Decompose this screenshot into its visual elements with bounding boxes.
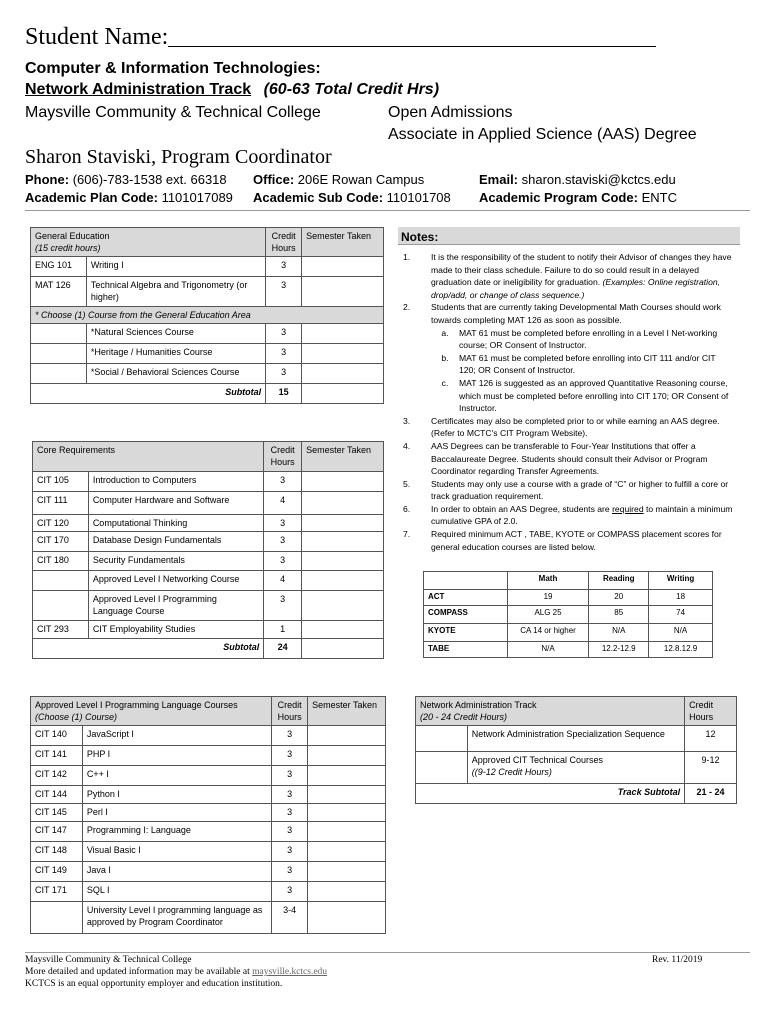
course-name: Computational Thinking [88,515,263,532]
course-code [31,344,87,364]
program-title: Computer & Information Technologies: [25,60,321,77]
note-text: AAS Degrees can be transferable to Four-Year Institutions that offer a Baccalaureate Degree. Students should consult their Advisor or Program Coordinator regarding Transfer Agreements. [431,440,708,477]
gen-ed-title: General Education [35,231,110,241]
subtotal-row [31,384,384,404]
table-row [424,590,713,606]
placement-header-blank [424,572,508,590]
note-subitem-text: MAT 126 is suggested as an approved Quantitative Reasoning course, which must be completed before enrolling into CIT 170; OR Consent of Instructor. [459,377,729,414]
note-item [403,478,733,503]
student-name-label: Student Name: [25,24,169,50]
email-label: Email: [479,172,519,187]
notes-header-bar [398,227,740,245]
course-name: *Social / Behavioral Sciences Course [86,364,265,384]
program-code-label: Academic Program Code: [479,190,638,205]
note-number: 1. [403,252,411,262]
table-row [416,752,737,784]
course-note: ((9-12 Credit Hours) [471,767,552,778]
programming-subtitle: (Choose (1) Course) [35,712,118,723]
writing-score: 74 [649,606,713,624]
note-text: Required minimum ACT , TABE, KYOTE or COMPASS placement scores for general education courses are listed below. [431,529,722,552]
course-hours: 3 [272,766,308,786]
course-hours: 3 [266,257,302,277]
table-row [31,902,386,934]
course-code: CIT 144 [31,786,83,804]
track-title [25,81,439,99]
network-track-title-cell [416,697,685,726]
course-code: CIT 171 [31,882,83,902]
course-hours: 3 [264,472,302,492]
course-hours: 1 [264,621,302,639]
note-subitem-letter: b. [441,352,449,363]
note-number: 5. [403,478,411,489]
total-credit-hours: (60-63 Total Credit Hrs) [263,81,440,98]
math-score: ALG 25 [507,606,589,624]
course-hours: 3 [264,532,302,552]
course-name: Technical Algebra and Trigonometry (or higher) [86,277,265,307]
course-hours: 3 [266,364,302,384]
subtotal-label: Track Subtotal [416,784,685,804]
note-number: 4. [403,440,411,451]
table-row [424,606,713,624]
core-title: Core Requirements [33,442,264,472]
note-number: 2. [403,302,411,313]
table-row [33,515,384,532]
reading-score: 12.2-12.9 [589,642,649,658]
subtotal-row [416,784,737,804]
semester-taken-cell[interactable] [302,472,384,492]
core-header [33,442,384,472]
gen-ed-subtitle: (15 credit hours) [35,243,101,254]
course-name: Python I [82,786,271,804]
programming-title: Approved Level I Programming Language Courses [35,700,238,710]
test-name: TABE [424,642,508,658]
semester-taken-cell[interactable] [302,324,384,344]
course-hours: 3 [272,726,308,746]
network-track-title: Network Administration Track [420,700,537,710]
core-table [32,441,384,659]
course-hours: 3 [266,324,302,344]
student-name-line[interactable] [168,46,656,47]
note-subitem-text: MAT 61 must be completed before enrolling in a Level I Net-working course; OR Consent of Instructor. [459,327,718,351]
course-hours: 3 [264,515,302,532]
course-name: C++ I [82,766,271,786]
semester-taken-cell[interactable] [308,882,386,902]
course-name: Approved Level I Programming Language Course [88,591,263,621]
course-name: *Natural Sciences Course [86,324,265,344]
subtotal-value: 15 [266,384,302,404]
course-name: Computer Hardware and Software [88,492,263,515]
semester-taken-cell[interactable] [308,822,386,842]
course-name: Programming I: Language [82,822,271,842]
program-code-line [479,190,677,205]
course-name-cell [467,752,684,784]
notes-title: Notes: [401,230,439,244]
course-code: CIT 180 [33,552,89,571]
test-name: KYOTE [424,624,508,642]
course-code [33,591,89,621]
course-code [416,752,468,784]
sub-code-line [253,190,451,205]
placement-header-reading: Reading [589,572,649,590]
course-hours: 4 [264,571,302,591]
core-semester-header: Semester Taken [302,442,384,472]
course-code [31,902,83,934]
degree-type: Associate in Applied Science (AAS) Degree [388,126,697,143]
course-name: JavaScript I [82,726,271,746]
semester-taken-cell[interactable] [308,766,386,786]
course-hours: 3 [272,862,308,882]
footer-more-info [25,967,327,977]
semester-taken-cell[interactable] [302,492,384,515]
course-code: CIT 142 [31,766,83,786]
phone-label: Phone: [25,172,70,187]
course-code: CIT 148 [31,842,83,862]
programming-header [31,697,386,726]
email-line [479,172,676,187]
course-hours: 3-4 [272,902,308,934]
table-row [33,532,384,552]
math-score: N/A [507,642,589,658]
office-line [253,172,424,187]
note-text-pre: In order to obtain an AAS Degree, students are [431,503,613,514]
note-item [403,301,733,326]
core-credit-header: Credit Hours [264,442,302,472]
course-code: CIT 141 [31,746,83,766]
course-name: Perl I [82,804,271,822]
table-row [31,804,386,822]
footer-divider [25,952,750,953]
course-hours: 3 [266,277,302,307]
college-name: Maysville Community & Technical College [25,104,321,121]
writing-score: 12.8.12.9 [649,642,713,658]
course-name: Visual Basic I [82,842,271,862]
reading-score: 20 [589,590,649,606]
course-code [416,726,468,752]
course-name: Security Fundamentals [88,552,263,571]
table-row [31,364,384,384]
course-code: MAT 126 [31,277,87,307]
note-subitem-letter: c. [441,377,449,388]
reading-score: N/A [589,624,649,642]
note-subitem-letter: a. [441,327,449,338]
semester-taken-cell [302,384,384,404]
note-item [403,503,733,528]
semester-taken-cell[interactable] [308,786,386,804]
semester-taken-cell[interactable] [302,344,384,364]
course-hours: 3 [272,842,308,862]
header-divider [25,210,750,211]
programming-credit-header: Credit Hours [272,697,308,726]
footer-website-link[interactable]: maysville.kctcs.edu [252,967,328,977]
course-code: CIT 105 [33,472,89,492]
semester-taken-cell [302,639,384,659]
table-row [31,344,384,364]
note-subitem [403,327,733,352]
note-subitem-text: MAT 61 must be completed before enrolling into CIT 111 and/or CIT 120; OR Consent of Instructor. [459,352,716,376]
course-name: *Heritage / Humanities Course [86,344,265,364]
course-name: SQL I [82,882,271,902]
course-hours: 3 [264,591,302,621]
note-text: Students that are currently taking Developmental Math Courses should work towards completing MAT 126 as soon as possible. [431,302,721,325]
course-code: CIT 170 [33,532,89,552]
track-name: Network Administration Track [25,81,252,98]
course-hours: 3 [272,786,308,804]
semester-taken-cell[interactable] [308,902,386,934]
writing-score: N/A [649,624,713,642]
course-hours: 3 [264,552,302,571]
table-row [416,726,737,752]
table-row [33,552,384,571]
course-hours: 3 [272,746,308,766]
note-item [403,415,733,440]
course-hours: 3 [266,344,302,364]
placement-header-row [424,572,713,590]
course-code: CIT 149 [31,862,83,882]
gen-ed-choose-note: * Choose (1) Course from the General Education Area [31,307,384,324]
program-coordinator: Sharon Staviski, Program Coordinator [25,146,332,168]
phone-value: (606)-783-1538 ext. 66318 [72,172,227,187]
gen-ed-title-cell [31,228,266,257]
semester-taken-cell[interactable] [302,552,384,571]
course-hours: 9-12 [685,752,737,784]
course-code: CIT 120 [33,515,89,532]
course-code: ENG 101 [31,257,87,277]
note-subitem [403,352,733,377]
course-name: Network Administration Specialization Sequence [467,726,684,752]
subtotal-label: Subtotal [33,639,264,659]
semester-taken-cell[interactable] [308,862,386,882]
course-name: CIT Employability Studies [88,621,263,639]
table-row [31,277,384,307]
subtotal-label: Subtotal [31,384,266,404]
phone-line [25,172,227,187]
course-code: CIT 140 [31,726,83,746]
course-name: Approved CIT Technical Courses [471,755,604,766]
semester-taken-cell[interactable] [302,591,384,621]
network-track-table [415,696,737,804]
course-code [31,364,87,384]
semester-taken-cell[interactable] [302,621,384,639]
sub-code-value: 110101708 [386,190,451,205]
plan-code-label: Academic Plan Code: [25,190,158,205]
footer-more-info-text: More detailed and updated information may be available at [25,967,253,977]
table-row [424,642,713,658]
table-row [31,822,386,842]
course-name: PHP I [82,746,271,766]
note-text: Certificates may also be completed prior to or while earning an AAS degree. (Refer to MCTC's CIT Program Website). [431,415,720,439]
plan-code-value: 1101017089 [161,190,233,205]
placement-header-math: Math [507,572,589,590]
footer-eeo: KCTCS is an equal opportunity employer and education institution. [25,979,283,989]
note-examples: (Examples: Online registration, drop/add, or change of class sequence.) [431,277,721,300]
course-code [31,324,87,344]
subtotal-value: 24 [264,639,302,659]
course-hours: 4 [264,492,302,515]
course-hours: 3 [272,882,308,902]
note-text-post: to maintain a minimum cumulative GPA of 2.0. [431,503,733,527]
math-score: CA 14 or higher [507,624,589,642]
semester-taken-cell[interactable] [302,364,384,384]
course-hours: 3 [272,822,308,842]
writing-score: 18 [649,590,713,606]
subtotal-value: 21 - 24 [685,784,737,804]
network-track-header [416,697,737,726]
network-track-subtitle: (20 - 24 Credit Hours) [420,712,508,723]
gen-ed-header [31,228,384,257]
semester-taken-cell[interactable] [302,532,384,552]
programming-courses-table [30,696,386,934]
programming-title-cell [31,697,272,726]
course-name: Writing I [86,257,265,277]
semester-taken-cell[interactable] [302,257,384,277]
table-row [31,862,386,882]
footer-revision: Rev. 11/2019 [652,955,703,965]
course-code: CIT 293 [33,621,89,639]
reading-score: 85 [589,606,649,624]
office-label: Office: [253,172,295,187]
table-row [31,882,386,902]
semester-taken-cell[interactable] [302,515,384,532]
plan-code-line [25,190,233,205]
table-row [33,621,384,639]
semester-taken-cell[interactable] [308,842,386,862]
note-text-required: required [612,503,644,514]
email-value[interactable]: sharon.staviski@kctcs.edu [521,172,676,187]
table-row [33,571,384,591]
semester-taken-cell[interactable] [308,804,386,822]
network-track-credit-header: Credit Hours [685,697,737,726]
gen-ed-table [30,227,384,404]
course-name: Java I [82,862,271,882]
semester-taken-cell[interactable] [308,726,386,746]
sub-code-label: Academic Sub Code: [253,190,384,205]
note-number: 3. [403,415,411,426]
course-name: University Level I programming language as approved by Program Coordinator [82,902,271,934]
placement-header-writing: Writing [649,572,713,590]
note-body: It is the responsibility of the student to notify their Advisor of changes they have made to their class schedule. Failure to do so could result in a delayed graduation date or ineligibility for graduation. [431,252,732,288]
semester-taken-cell[interactable] [308,746,386,766]
gen-ed-choose-row [31,307,384,324]
table-row [33,492,384,515]
table-row [33,472,384,492]
programming-semester-header: Semester Taken [308,697,386,726]
admissions-type: Open Admissions [388,104,513,121]
table-row [31,842,386,862]
note-text [431,503,733,528]
notes-list [403,251,733,553]
table-row [31,746,386,766]
subtotal-row [33,639,384,659]
program-code-value: ENTC [641,190,677,205]
note-subitem [403,377,733,415]
math-score: 19 [507,590,589,606]
course-code: CIT 147 [31,822,83,842]
course-name: Database Design Fundamentals [88,532,263,552]
table-row [31,786,386,804]
semester-taken-cell[interactable] [302,571,384,591]
office-value: 206E Rowan Campus [297,172,425,187]
placement-scores-table [423,571,713,658]
note-item [403,251,733,301]
note-number: 7. [403,529,411,540]
note-text: Students may only use a course with a grade of “C” or higher to fulfill a core or track graduation requirement. [431,478,729,502]
note-text [431,251,733,301]
test-name: ACT [424,590,508,606]
course-code: CIT 111 [33,492,89,515]
gen-ed-semester-header: Semester Taken [302,228,384,257]
course-code: CIT 145 [31,804,83,822]
course-name: Approved Level I Networking Course [88,571,263,591]
table-row [31,726,386,746]
footer-college: Maysville Community & Technical College [25,955,192,965]
table-row [424,624,713,642]
course-hours: 3 [272,804,308,822]
table-row [31,324,384,344]
course-code [33,571,89,591]
table-row [31,257,384,277]
table-row [31,766,386,786]
test-name: COMPASS [424,606,508,624]
note-number: 6. [403,503,411,514]
course-hours: 12 [685,726,737,752]
note-item [403,440,733,478]
note-item [403,528,733,553]
gen-ed-credit-header: Credit Hours [266,228,302,257]
semester-taken-cell[interactable] [302,277,384,307]
course-name: Introduction to Computers [88,472,263,492]
table-row [33,591,384,621]
